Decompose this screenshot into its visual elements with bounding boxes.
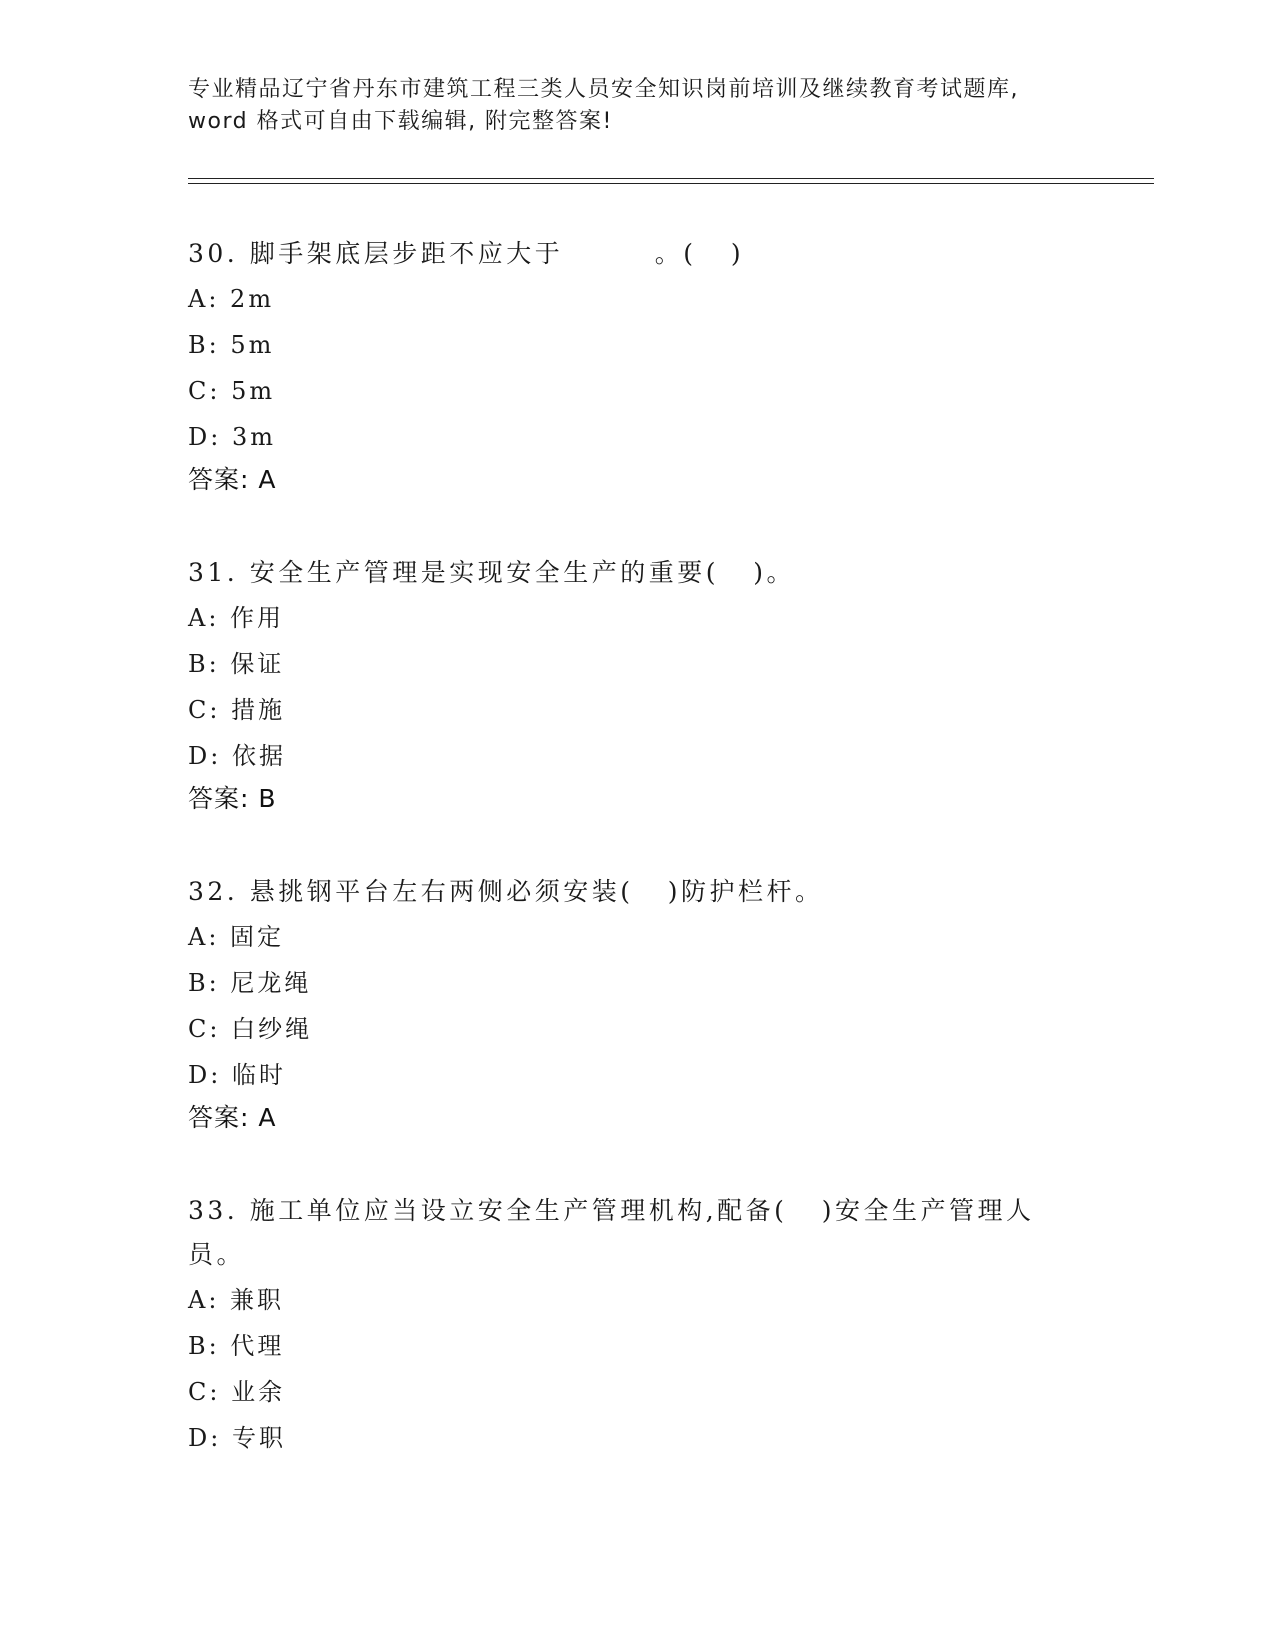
- option-a: A: 兼职: [188, 1286, 285, 1314]
- option-b: B: 尼龙绳: [188, 969, 312, 997]
- question-text: 33. 施工单位应当设立安全生产管理机构,配备( )安全生产管理人: [188, 1196, 1035, 1225]
- option-a: A: 固定: [188, 923, 285, 951]
- question-text-continued: 员。: [188, 1240, 246, 1269]
- question-30: [188, 232, 1088, 502]
- question-33: [188, 1189, 1088, 1461]
- answer: 答案: A: [188, 465, 277, 494]
- header-divider-bottom: [188, 183, 1154, 184]
- option-a: A: 2m: [188, 285, 275, 313]
- header-line-2: word 格式可自由下载编辑, 附完整答案!: [188, 109, 613, 134]
- option-b: B: 代理: [188, 1332, 285, 1360]
- answer: 答案: B: [188, 784, 277, 813]
- option-c: C: 5m: [188, 377, 276, 405]
- question-text: 32. 悬挑钢平台左右两侧必须安装( )防护栏杆。: [188, 877, 824, 906]
- option-d: D: 依据: [188, 742, 286, 770]
- option-b: B: 保证: [188, 650, 285, 678]
- option-c: C: 业余: [188, 1378, 286, 1406]
- option-d: D: 临时: [188, 1061, 286, 1089]
- option-c: C: 措施: [188, 696, 286, 724]
- question-31: [188, 551, 1088, 821]
- question-text: 30. 脚手架底层步距不应大于 。( ): [188, 239, 745, 268]
- option-b: B: 5m: [188, 331, 275, 359]
- document-header: [188, 74, 1088, 138]
- question-text: 31. 安全生产管理是实现安全生产的重要( )。: [188, 558, 796, 587]
- question-32: [188, 870, 1088, 1140]
- option-c: C: 白纱绳: [188, 1015, 313, 1043]
- option-a: A: 作用: [188, 604, 285, 632]
- header-line-1: 专业精品辽宁省丹东市建筑工程三类人员安全知识岗前培训及继续教育考试题库,: [188, 77, 1019, 102]
- option-d: D: 3m: [188, 423, 276, 451]
- header-divider-top: [188, 178, 1154, 179]
- answer: 答案: A: [188, 1103, 277, 1132]
- option-d: D: 专职: [188, 1424, 286, 1452]
